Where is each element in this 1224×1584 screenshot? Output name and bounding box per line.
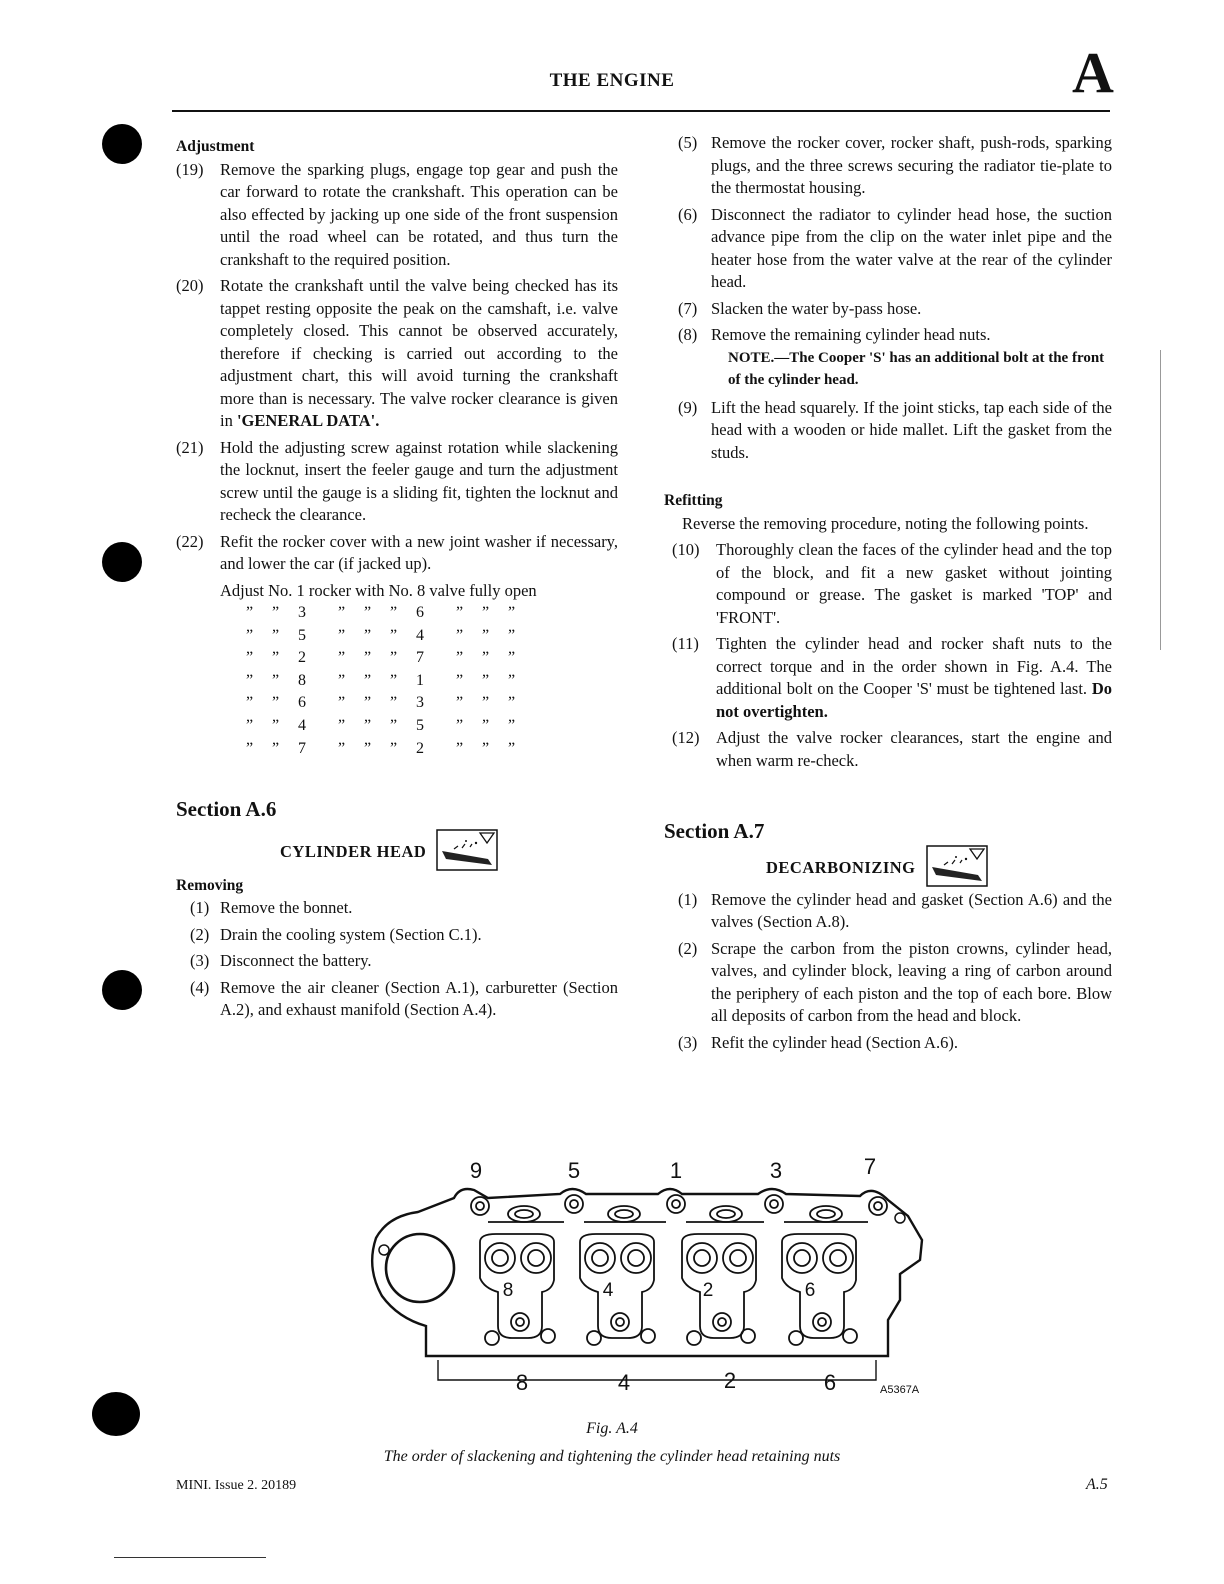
step-number: (11) — [672, 634, 699, 653]
rocker-number: 6 — [298, 694, 306, 712]
refit-step-11 — [664, 633, 1112, 723]
removing-step-9 — [664, 397, 1112, 465]
ditto-mark: ” — [390, 694, 398, 712]
section-a6-subtitle: CYLINDER HEAD — [280, 841, 427, 861]
page-header-title: THE ENGINE — [549, 70, 675, 91]
ditto-mark: ” — [364, 694, 372, 712]
ditto-mark: ” — [272, 716, 280, 734]
chart-row — [246, 602, 534, 625]
step-number: (3) — [678, 1032, 698, 1052]
ditto-mark: ” — [272, 649, 280, 667]
ditto-mark: ” — [246, 649, 254, 667]
ditto-mark: ” — [456, 739, 464, 757]
step-number: (4) — [190, 977, 210, 997]
decarb-step-1 — [664, 889, 1112, 934]
figure-caption: The order of slackening and tightening the cylinder head retaining nuts — [383, 1448, 841, 1465]
chart-row — [246, 738, 534, 761]
refitting-intro: Reverse the removing procedure, noting the following points. — [682, 513, 1089, 533]
removing-step-5 — [664, 132, 1112, 200]
ditto-mark: ” — [338, 671, 346, 689]
removing-heading: Removing — [176, 876, 244, 894]
ditto-mark: ” — [246, 604, 254, 621]
valve-number: 3 — [416, 694, 424, 712]
top-number: 3 — [769, 1158, 783, 1183]
removing-step-1 — [176, 897, 618, 920]
ditto-mark: ” — [482, 649, 490, 667]
rocker-number: 4 — [298, 716, 306, 734]
ditto-mark: ” — [482, 671, 490, 689]
step-22 — [176, 531, 618, 576]
bottom-number: 4 — [617, 1370, 631, 1395]
step-20 — [176, 275, 618, 433]
step-number: (12) — [672, 728, 700, 747]
step-number: (7) — [678, 298, 698, 318]
step-number: (22) — [176, 531, 204, 551]
cooper-s-note: NOTE.—The Cooper 'S' has an additional bolt at the front of the cylinder head. — [728, 349, 1105, 388]
ditto-mark: ” — [246, 671, 254, 689]
ditto-mark: ” — [482, 716, 490, 734]
removing-step-3 — [176, 950, 618, 973]
adjustment-chart-intro: Adjust No. 1 rocker with No. 8 valve fully open — [220, 580, 537, 600]
step-number: (19) — [176, 159, 204, 179]
section-a6-subtitle-row — [176, 829, 618, 869]
step-21 — [176, 437, 618, 527]
left-column — [176, 136, 618, 1026]
ditto-mark: ” — [246, 626, 254, 644]
right-column — [664, 132, 1112, 1058]
ditto-mark: ” — [482, 604, 490, 621]
removing-step-8 — [664, 324, 1112, 347]
step-number: (1) — [190, 898, 210, 918]
step-text: Disconnect the radiator to cylinder head hose, the suction advance pipe from the clip on the water inlet pipe and the heater hose from the water valve at the rear of the cylinder head. — [711, 204, 1112, 291]
bottom-number: 8 — [515, 1370, 529, 1395]
ditto-mark: ” — [338, 604, 346, 621]
step-number: (20) — [176, 276, 204, 295]
ditto-mark: ” — [390, 626, 398, 644]
step-text: Remove the air cleaner (Section A.1), carburetter (Section A.2), and exhaust manifold (Section A.4). — [220, 977, 618, 1020]
ditto-mark: ” — [338, 626, 346, 644]
refit-step-10 — [664, 539, 1112, 629]
step-text: Slacken the water by-pass hose. — [711, 298, 922, 318]
rocker-number: 7 — [298, 739, 306, 757]
footer-issue: MINI. Issue 2. 20189 — [176, 1478, 297, 1493]
punch-hole — [102, 970, 142, 1010]
ditto-mark: ” — [272, 626, 280, 644]
valve-number: 5 — [416, 716, 424, 734]
rocker-number: 5 — [298, 626, 306, 644]
section-a6-title: Section A.6 — [176, 797, 277, 822]
decarb-step-3 — [664, 1032, 1112, 1055]
ditto-mark: ” — [456, 671, 464, 689]
top-number: 5 — [567, 1158, 581, 1183]
ditto-mark: ” — [390, 716, 398, 734]
step-number: (9) — [678, 397, 698, 417]
fig-reference: Fig. A.4 — [1016, 656, 1075, 676]
ditto-mark: ” — [508, 604, 516, 621]
step-number: (1) — [678, 889, 698, 909]
ditto-mark: ” — [508, 739, 516, 757]
ditto-mark: ” — [272, 671, 280, 689]
ditto-mark: ” — [364, 626, 372, 644]
step-text: Lift the head squarely. If the joint sticks, tap each side of the head with a wooden or hide mallet. Lift the gasket from the studs. — [711, 397, 1112, 462]
ditto-mark: ” — [390, 649, 398, 667]
step-text: Refit the cylinder head (Section A.6). — [711, 1032, 958, 1052]
inner-number: 2 — [702, 1280, 714, 1301]
section-a7-title: Section A.7 — [664, 819, 765, 843]
step-number: (2) — [678, 938, 698, 958]
step-text-body: Tighten the cylinder head and rocker shaft nuts to the correct torque and in the order shown in — [716, 634, 1112, 676]
ditto-mark: ” — [390, 604, 398, 621]
ditto-mark: ” — [364, 716, 372, 734]
step-19 — [176, 159, 618, 272]
step-text: Remove the remaining cylinder head nuts. — [711, 325, 991, 344]
step-text: Hold the adjusting screw against rotation while slackening the locknut, insert the feeler gauge and turn the adjustment screw until the gauge is a sliding fit, tighten the locknut and recheck the clearance. — [220, 437, 618, 524]
ditto-mark: ” — [338, 739, 346, 757]
ditto-mark: ” — [272, 604, 280, 621]
decoke-tool-icon — [436, 829, 498, 878]
ditto-mark: ” — [508, 716, 516, 734]
rocker-number: 2 — [298, 649, 306, 667]
warning-text: Do not overtighten. — [716, 679, 1112, 721]
general-data-ref: 'GENERAL DATA'. — [236, 411, 380, 430]
removing-step-4 — [176, 977, 618, 1022]
rocker-number: 3 — [298, 604, 306, 621]
step-text: Thoroughly clean the faces of the cylinder head and the top of the block, and fit a new gasket without jointing compound or grease. The gasket is marked 'TOP' and 'FRONT'. — [716, 540, 1112, 627]
cylinder-head-svg — [348, 1150, 948, 1410]
valve-number: 4 — [416, 626, 424, 644]
step-text — [220, 275, 618, 433]
step-number: (21) — [176, 437, 204, 457]
decarb-step-2 — [664, 938, 1112, 1028]
ditto-mark: ” — [246, 716, 254, 734]
section-letter: A — [1072, 40, 1114, 105]
header-rule — [172, 110, 1110, 112]
step-text — [716, 633, 1112, 723]
inner-number: 4 — [602, 1280, 614, 1301]
refitting-heading: Refitting — [664, 492, 723, 509]
ditto-mark: ” — [246, 739, 254, 757]
chart-row — [246, 647, 534, 670]
ditto-mark: ” — [272, 694, 280, 712]
inner-number: 8 — [502, 1280, 514, 1301]
step-text: Scrape the carbon from the piston crowns, cylinder head, valves, and cylinder block, leaving a ring of carbon around the periphery of each piston and the top of each bore. Blow all deposits of carbon from the head and block. — [711, 938, 1112, 1025]
ditto-mark: ” — [364, 739, 372, 757]
punch-hole — [102, 542, 142, 582]
margin-rule — [1160, 350, 1161, 650]
ditto-mark: ” — [456, 694, 464, 712]
valve-number: 1 — [416, 671, 424, 689]
ditto-mark: ” — [364, 604, 372, 621]
adjustment-heading: Adjustment — [176, 138, 255, 155]
step-text: Refit the rocker cover with a new joint washer if necessary, and lower the car (if jacked up). — [220, 531, 618, 573]
chart-row — [246, 670, 534, 693]
refit-step-12 — [664, 727, 1112, 772]
figure-label: Fig. A.4 — [586, 1420, 638, 1437]
ditto-mark: ” — [508, 649, 516, 667]
step-text: Adjust the valve rocker clearances, start the engine and when warm re-check. — [716, 728, 1112, 770]
step-number: (10) — [672, 540, 700, 559]
ditto-mark: ” — [456, 649, 464, 667]
ditto-mark: ” — [338, 716, 346, 734]
ditto-mark: ” — [456, 716, 464, 734]
valve-number: 6 — [416, 604, 424, 621]
ditto-mark: ” — [246, 694, 254, 712]
top-number: 9 — [469, 1158, 483, 1183]
bottom-rule — [114, 1557, 266, 1558]
ditto-mark: ” — [338, 649, 346, 667]
step-text: Drain the cooling system (Section C.1). — [220, 924, 482, 944]
ditto-mark: ” — [364, 649, 372, 667]
chart-row — [246, 692, 534, 715]
cylinder-head-diagram — [348, 1150, 948, 1410]
step-number: (6) — [678, 204, 698, 224]
decoke-tool-icon — [926, 845, 988, 894]
section-a7-subtitle: DECARBONIZING — [766, 857, 916, 877]
chart-row — [246, 625, 534, 648]
bottom-number: 2 — [723, 1368, 737, 1393]
ditto-mark: ” — [508, 626, 516, 644]
step-number: (8) — [678, 325, 698, 344]
ditto-mark: ” — [508, 671, 516, 689]
step-text-body-2: . The additional bolt on the Cooper 'S' must be tightened last. — [716, 656, 1112, 698]
step-text: Remove the sparking plugs, engage top gear and push the car forward to rotate the crankshaft. This operation can be also effected by jacking up one side of the front suspension until the road wheel can be rotated, and thus turn the crankshaft to the required position. — [220, 159, 618, 269]
punch-hole — [102, 124, 142, 164]
ditto-mark: ” — [482, 694, 490, 712]
ditto-mark: ” — [482, 739, 490, 757]
ditto-mark: ” — [390, 671, 398, 689]
step-text-body: Rotate the crankshaft until the valve being checked has its tappet resting opposite the peak on the camshaft, i.e. valve completely closed. This cannot be observed accurately, therefore if checking is carried out according to the adjustment chart, this will avoid turning the crankshaft more than is necessary. The valve rocker clearance is given in — [220, 276, 618, 430]
valve-number: 2 — [416, 739, 424, 757]
step-number: (2) — [190, 924, 210, 944]
step-text: Remove the cylinder head and gasket (Section A.6) and the valves (Section A.8). — [711, 889, 1112, 931]
section-a7-subtitle-row — [664, 845, 1112, 885]
page-number: A.5 — [1086, 1476, 1108, 1493]
bottom-number: 6 — [823, 1370, 837, 1395]
step-number: (5) — [678, 133, 698, 152]
valve-number: 7 — [416, 649, 424, 667]
ditto-mark: ” — [508, 694, 516, 712]
rocker-number: 8 — [298, 671, 306, 689]
inner-number: 6 — [804, 1280, 816, 1301]
step-number: (3) — [190, 951, 210, 971]
ditto-mark: ” — [338, 694, 346, 712]
removing-step-6 — [664, 204, 1112, 294]
ditto-mark: ” — [482, 626, 490, 644]
removing-step-2 — [176, 924, 618, 947]
top-number: 7 — [863, 1154, 877, 1179]
ditto-mark: ” — [390, 739, 398, 757]
adjustment-chart — [246, 602, 534, 760]
step-text: Remove the bonnet. — [220, 898, 353, 918]
chart-row — [246, 715, 534, 738]
ditto-mark: ” — [456, 604, 464, 621]
step-text: Disconnect the battery. — [220, 951, 372, 971]
ditto-mark: ” — [272, 739, 280, 757]
ditto-mark: ” — [364, 671, 372, 689]
step-text: Remove the rocker cover, rocker shaft, push-rods, sparking plugs, and the three screws securing the radiator tie-plate to the thermostat housing. — [711, 133, 1112, 197]
figure-code: A5367A — [880, 1384, 920, 1396]
removing-step-7 — [664, 298, 1112, 321]
ditto-mark: ” — [456, 626, 464, 644]
top-number: 1 — [669, 1158, 683, 1183]
